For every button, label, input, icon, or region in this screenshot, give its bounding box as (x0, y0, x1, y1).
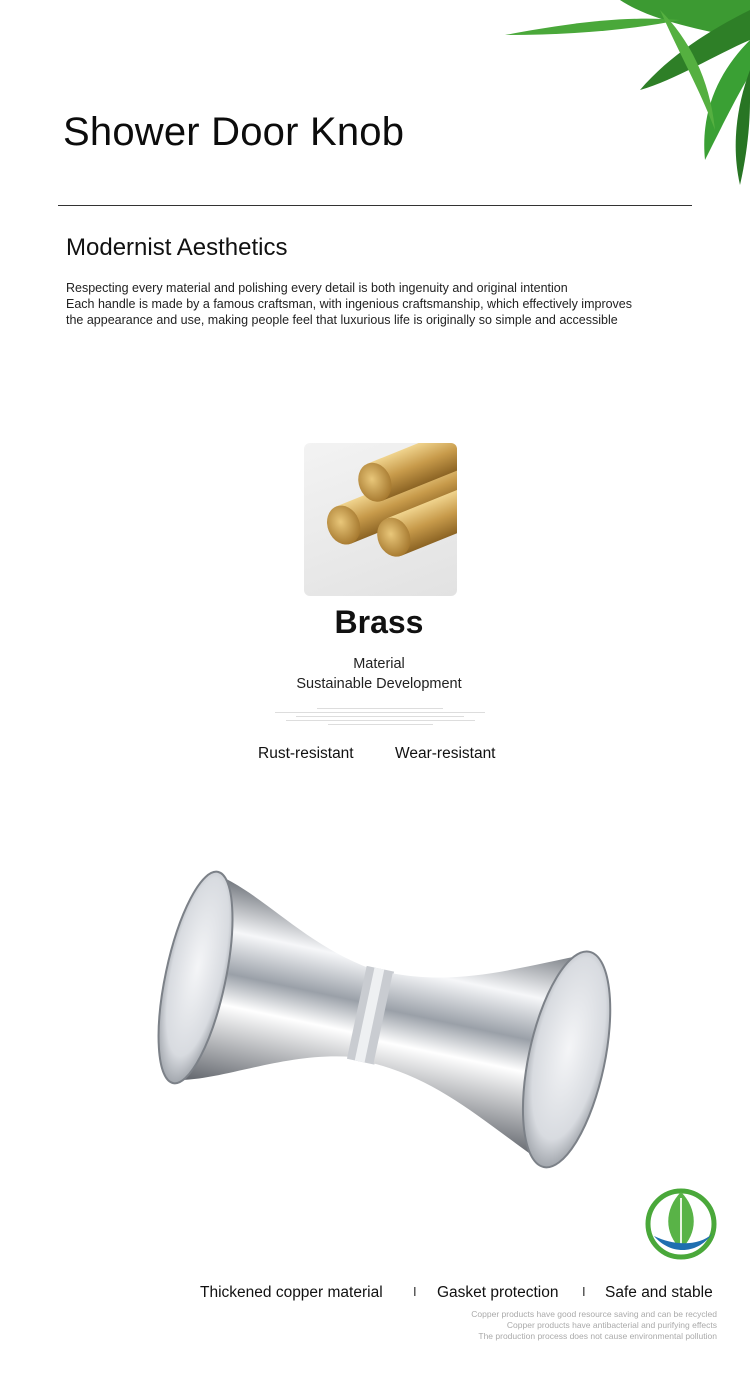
property-rust-resistant: Rust-resistant (258, 745, 354, 762)
feature-gasket-protection: Gasket protection (437, 1284, 559, 1301)
faint-text-block (275, 705, 485, 729)
material-tagline: Sustainable Development (296, 676, 462, 692)
feature-separator: I (582, 1284, 586, 1299)
property-wear-resistant: Wear-resistant (395, 745, 496, 762)
footnote-antibacterial: Copper products have antibacterial and purifying effects (506, 1320, 717, 1330)
section-heading: Modernist Aesthetics (66, 234, 288, 261)
material-label: Material (353, 656, 405, 672)
feature-thickened-copper: Thickened copper material (200, 1284, 383, 1301)
intro-line-1: Respecting every material and polishing every detail is both ingenuity and original intention (66, 281, 568, 295)
material-name: Brass (334, 604, 424, 640)
shower-knob-image (150, 855, 640, 1195)
intro-line-2: Each handle is made by a famous craftsman, with ingenious craftsmanship, which effectively improves (66, 297, 633, 311)
eco-leaf-icon (644, 1184, 719, 1262)
palm-leaves-icon (500, 0, 750, 190)
feature-safe-stable: Safe and stable (605, 1284, 713, 1301)
brass-rods-image (304, 443, 457, 596)
intro-line-3: the appearance and use, making people feel that luxurious life is originally so simple and accessible (66, 313, 618, 327)
footnote-no-pollution: The production process does not cause environmental pollution (478, 1331, 717, 1341)
title-divider (58, 205, 692, 206)
feature-separator: I (413, 1284, 417, 1299)
footnote-recycled: Copper products have good resource saving and can be recycled (471, 1309, 717, 1319)
page-title: Shower Door Knob (63, 110, 405, 154)
